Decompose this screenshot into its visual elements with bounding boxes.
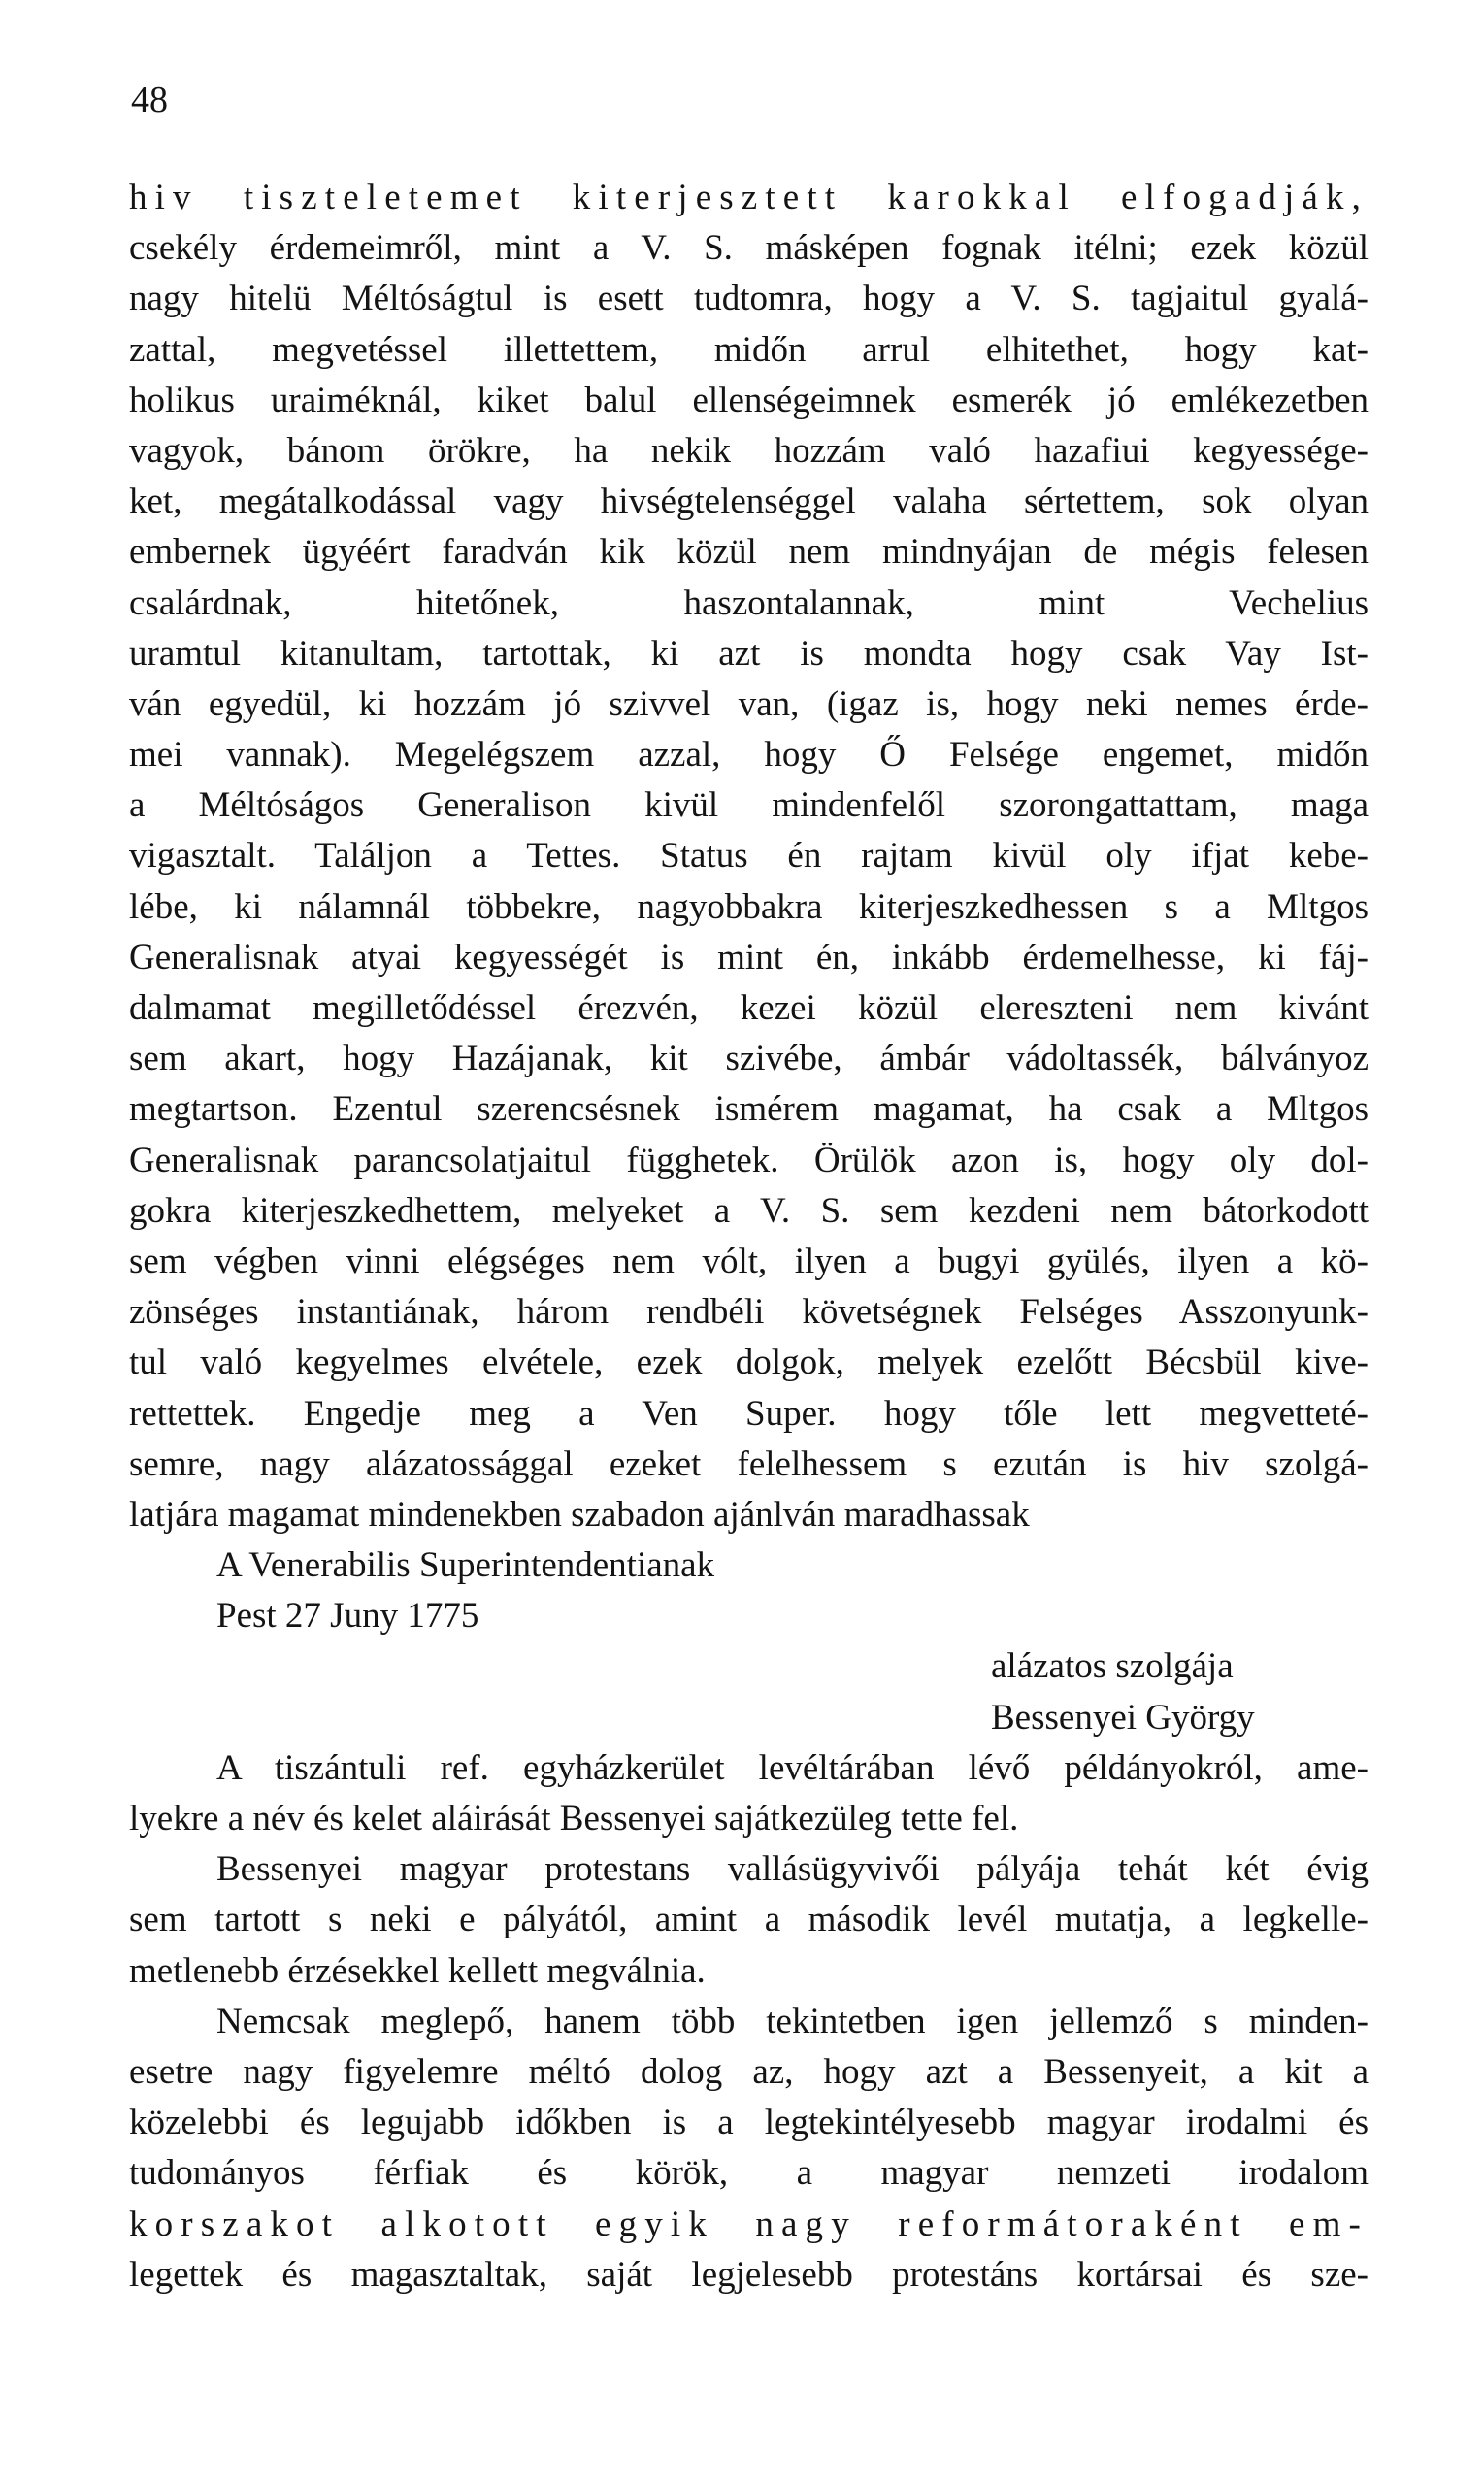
text-line: tudományos férfiak és körök, a magyar nemzeti irodalom xyxy=(129,2153,1369,2194)
text-line: ván egyedül, ki hozzám jó szivvel van, (igaz is, hogy neki nemes érde- xyxy=(129,683,1369,724)
page-number: 48 xyxy=(131,80,168,120)
text-line: vagyok, bánom örökre, ha nekik hozzám való hazafiui kegyessége- xyxy=(129,430,1369,471)
text-line: közelebbi és legujabb időkben is a legtekintélyesebb magyar irodalmi és xyxy=(129,2103,1369,2143)
text-line: rettettek. Engedje meg a Ven Super. hogy tőle lett megvetteté- xyxy=(129,1393,1369,1434)
text-line: latjára magamat mindenekben szabadon ajánlván maradhassak xyxy=(129,1494,1030,1535)
text-line: esetre nagy figyelemre méltó dolog az, hogy azt a Bessenyeit, a kit a xyxy=(129,2051,1369,2092)
text-line: holikus uraiméknál, kiket balul ellenségeimnek esmerék jó emlékezetben xyxy=(129,380,1369,420)
text-line: lyekre a név és kelet aláirását Bessenyei sajátkezüleg tette fel. xyxy=(129,1799,1019,1838)
text-line: Bessenyei magyar protestans vallásügyvivői pályája tehát két évig xyxy=(216,1849,1369,1890)
text-line: sem tartott s neki e pályától, amint a második levél mutatja, a legkelle- xyxy=(129,1900,1369,1940)
text-line: a Méltóságos Generalison kivül mindenfelől szorongattattam, maga xyxy=(129,785,1369,826)
text-line: A tiszántuli ref. egyházkerület levéltárában lévő példányokról, ame- xyxy=(216,1747,1369,1788)
text-line: semre, nagy alázatossággal ezeket felelhessem s ezután is hiv szolgá- xyxy=(129,1443,1369,1484)
text-line: sem akart, hogy Hazájanak, kit szivébe, ámbár vádoltassék, bálványoz xyxy=(129,1039,1369,1079)
text-line: dalmamat megilletődéssel érezvén, kezei közül elereszteni nem kivánt xyxy=(129,988,1369,1028)
body-text xyxy=(129,173,1369,2301)
text-line: metlenebb érzésekkel kellett megválnia. xyxy=(129,1950,706,1991)
text-line: tul való kegyelmes elvétele, ezek dolgok, melyek ezelőtt Bécsbül kive- xyxy=(129,1342,1369,1383)
text-line: legettek és magasztaltak, saját legjelesebb protestáns kortársai és sze- xyxy=(129,2254,1369,2295)
letter-addressee: A Venerabilis Superintendentianak xyxy=(216,1545,715,1586)
text-line: nagy hitelü Méltóságtul is esett tudtomra, hogy a V. S. tagjaitul gyalá- xyxy=(129,279,1369,319)
letter-signature: Bessenyei György xyxy=(991,1697,1255,1738)
text-line: korszakot alkotott egyik nagy reformátoraként em- xyxy=(129,2203,1369,2244)
text-line: Generalisnak atyai kegyességét is mint én, inkább érdemelhesse, ki fáj- xyxy=(129,937,1369,977)
text-line: uramtul kitanultam, tartottak, ki azt is mondta hogy csak Vay Ist- xyxy=(129,633,1369,674)
text-line: ket, megátalkodással vagy hivségtelenséggel valaha sértettem, sok olyan xyxy=(129,481,1369,522)
text-line: megtartson. Ezentul szerencsésnek ismérem magamat, ha csak a Mltgos xyxy=(129,1089,1369,1130)
text-line: zönséges instantiának, három rendbéli követségnek Felséges Asszonyunk- xyxy=(129,1292,1369,1333)
letter-closing: alázatos szolgája xyxy=(991,1646,1234,1687)
text-line: mei vannak). Megelégszem azzal, hogy Ő Felsége engemet, midőn xyxy=(129,735,1369,776)
text-line: Nemcsak meglepő, hanem több tekintetben igen jellemző s minden- xyxy=(216,2001,1369,2041)
text-line: hiv tiszteletemet kiterjesztett karokkal elfogadják, xyxy=(129,178,1369,217)
text-line: csalárdnak, hitetőnek, haszontalannak, mint Vechelius xyxy=(129,582,1369,623)
text-line: embernek ügyéért faradván kik közül nem mindnyájan de mégis felesen xyxy=(129,532,1369,573)
text-line: Generalisnak parancsolatjaitul függhetek. Örülök azon is, hogy oly dol- xyxy=(129,1140,1369,1180)
text-line: vigasztalt. Találjon a Tettes. Status én rajtam kivül oly ifjat kebe- xyxy=(129,836,1369,877)
text-line: gokra kiterjeszkedhettem, melyeket a V. S. sem kezdeni nem bátorkodott xyxy=(129,1190,1369,1231)
text-line: zattal, megvetéssel illettettem, midőn arrul elhitethet, hogy kat- xyxy=(129,329,1369,370)
text-line: sem végben vinni elégséges nem vólt, ilyen a bugyi gyülés, ilyen a kö- xyxy=(129,1241,1369,1281)
text-line: lébe, ki nálamnál többekre, nagyobbakra kiterjeszkedhessen s a Mltgos xyxy=(129,886,1369,927)
text-line: csekély érdemeimről, mint a V. S. másképen fognak itélni; ezek közül xyxy=(129,228,1369,269)
letter-date: Pest 27 Juny 1775 xyxy=(216,1596,479,1637)
